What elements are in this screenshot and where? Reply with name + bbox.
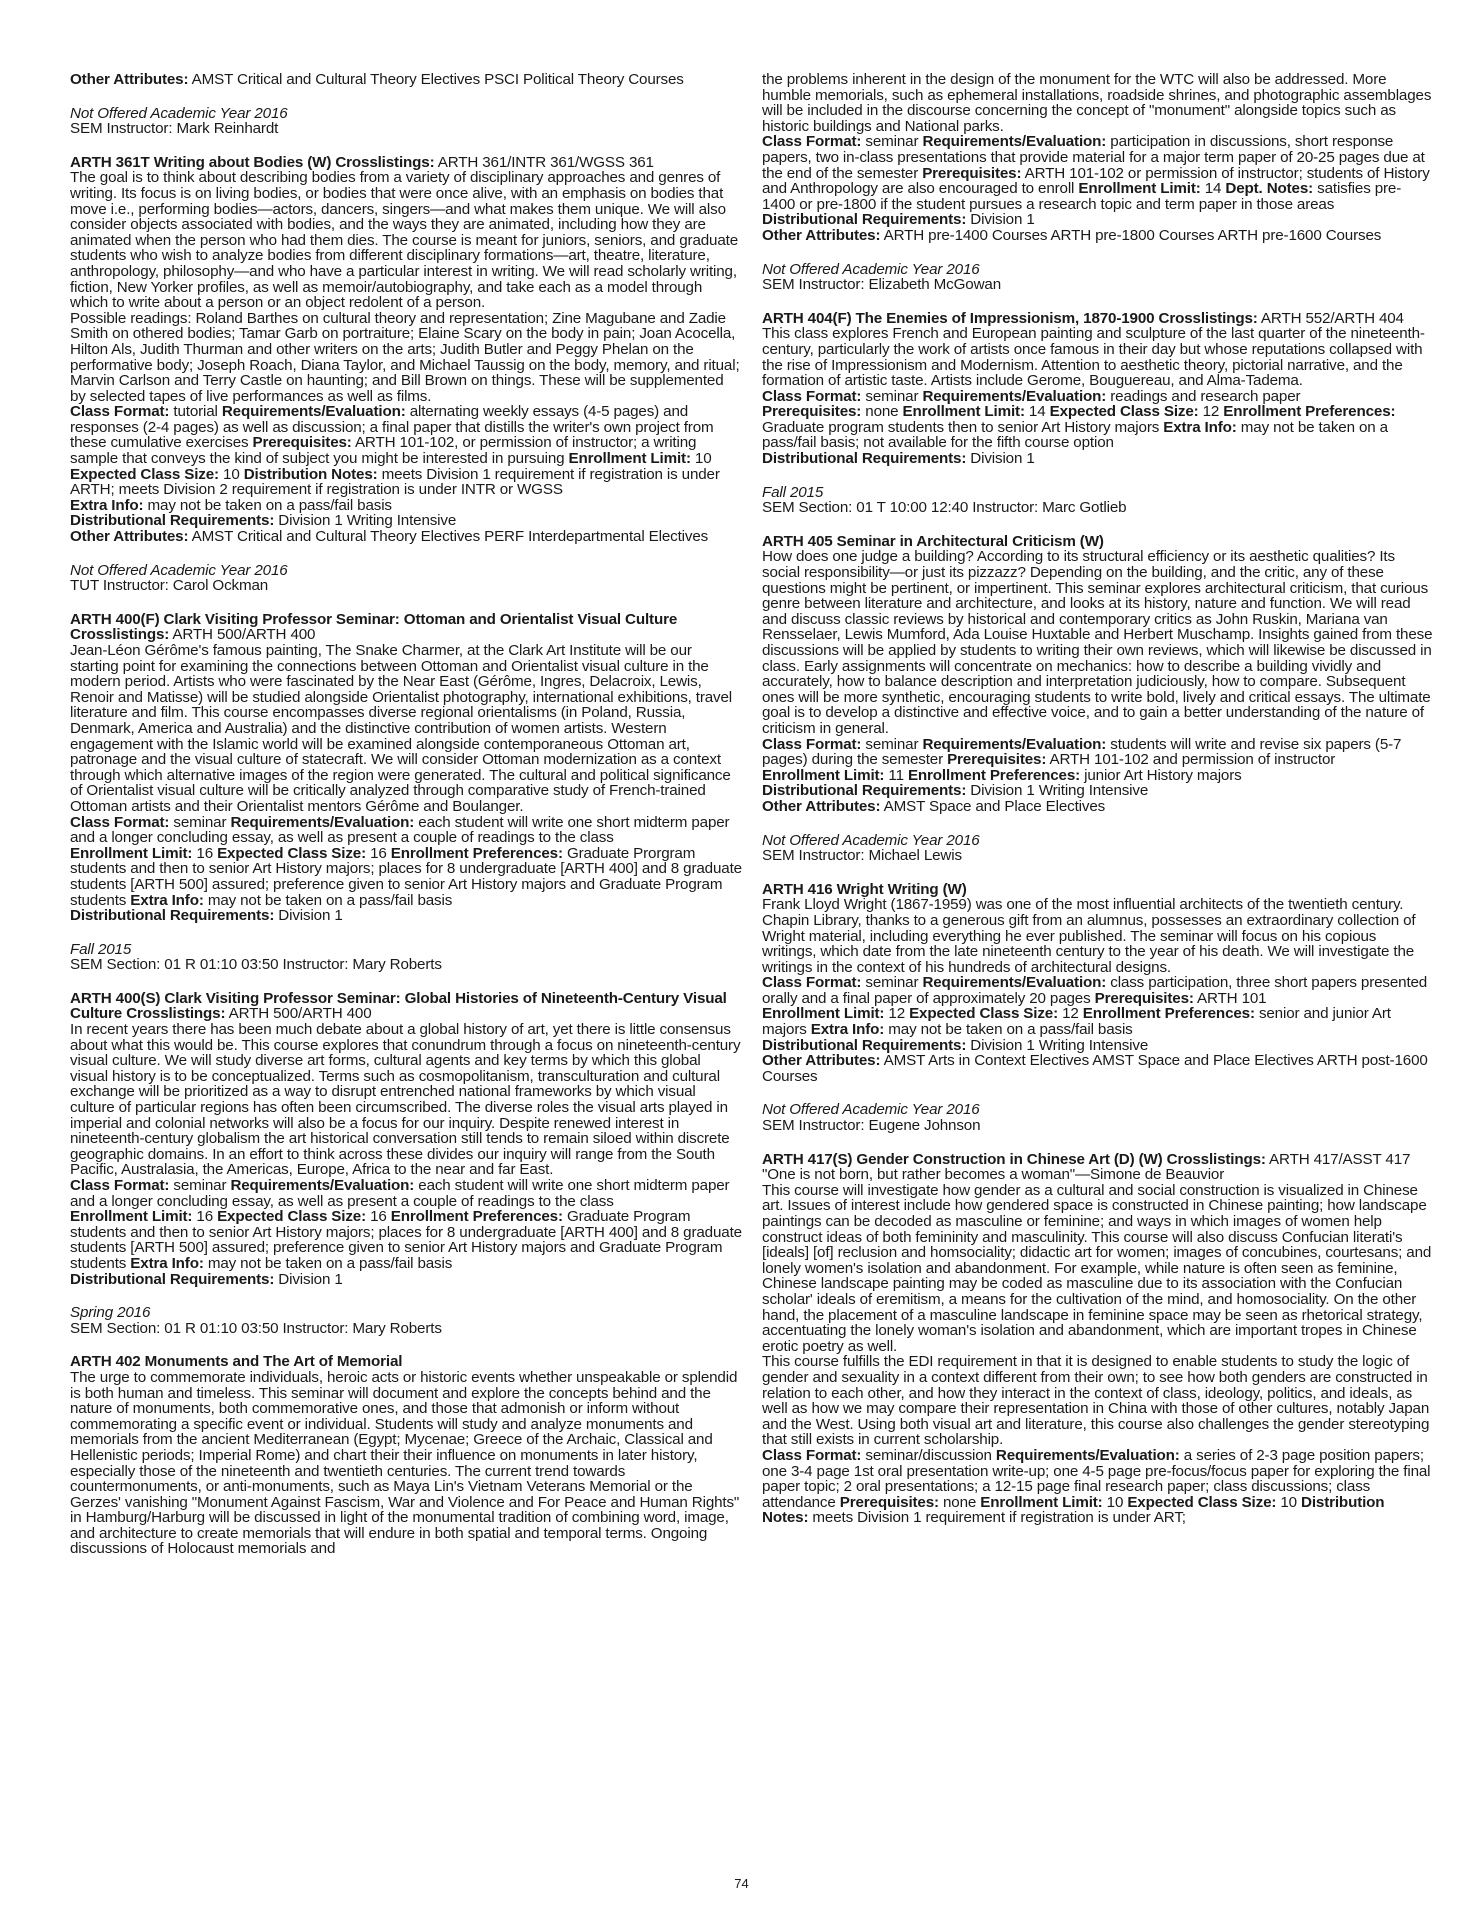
course-description: Possible readings: Roland Barthes on cultural theory and representation; Zine Magubane and Zadie Smith on othered bodies; Tamar Garb on portraiture; Elaine Scary on the body in pain; Joan Acocella, Hilton Als, Judith Thurman and other writers on the arts; Judith Butler and Peggy Phelan on the performative body; Joseph Roach, Diana Taylor, and Michael Taussig on the body, memory, and ritual; Marvin Carlson and Terry Castle on haunting; and Bill Brown on things. These will be supplemented by selected tapes of live performances as well as films. <box>70 309 740 405</box>
field-value: meets Division 1 requirement if registration is under ART; <box>808 1509 1186 1527</box>
field-label: Requirements/Evaluation: <box>922 735 1107 753</box>
field-label: Requirements/Evaluation: <box>922 387 1107 405</box>
enrollment-details <box>762 404 1434 451</box>
field-label: Enrollment Limit: <box>762 766 885 784</box>
field-value: tutorial <box>169 403 222 421</box>
field-value: class participation, three short papers presented orally and a final paper of approximately 20 pages <box>762 974 1428 1007</box>
term: Fall 2015 <box>762 483 824 501</box>
field-label: Enrollment Limit: <box>980 1493 1103 1511</box>
field-value: seminar <box>861 133 923 151</box>
field-value: satisfies pre-1400 or pre-1800 if the student pursues a research topic and term paper in those areas <box>762 180 1402 213</box>
field-value: seminar <box>861 974 923 992</box>
field-value: may not be taken on a pass/fail basis; not available for the fifth course option <box>762 418 1388 452</box>
field-label: Enrollment Preferences: <box>390 844 563 862</box>
field-label: Requirements/Evaluation: <box>221 403 406 421</box>
course-description: This class explores French and European painting and sculpture of the last quarter of the nineteenth-century, particularly the work of artists once famous in their day but whose reputations collapsed with the rise of Impressionism and Modernism. Attention to aesthetic theory, pictorial narrative, and the formation of artistic taste. Artists include Gerome, Bouguereau, and Alma-Tadema. <box>762 325 1425 390</box>
field-value: seminar/discussion <box>861 1446 996 1464</box>
field-value: Graduate Prorgram students and then to senior Art History majors; places for 8 undergraduate [ARTH 400] and 8 graduate students [ARTH 500] assured; preference given to senior Art History majors and Graduate Program students <box>70 844 742 909</box>
course-description: In recent years there has been much debate about a global history of art, yet there is little consensus about what this would be. This course explores that conundrum through a focus on nineteenth-century visual culture. We will study diverse art forms, cultural agents and key terms by which this global visual history is to be conceptualized. Terms such as cosmopolitanism, transculturation and cultural exchange will be prioritized as a way to disrupt entrenched national frameworks by which visual culture of particular regions has often been circumscribed. The diverse roles the visual arts played in imperial and colonial networks will also be a focus for our inquiry. Despite renewed interest in nineteenth-century globalism the art historical conversation still tends to remain siloed within discrete geographic domains. In an effort to think across these divides our inquiry will range from the South Pacific, Australasia, the Americas, Europe, Africa to the near and far East. <box>70 1021 741 1179</box>
field-label: Distributional Requirements: <box>70 1270 275 1288</box>
field-value: seminar <box>861 735 923 753</box>
field-label: Class Format: <box>70 1177 170 1194</box>
field-label: Distributional Requirements: <box>762 450 967 468</box>
field-value: alternating weekly essays (4-5 pages) and responses (2-4 pages) as well as discussion; a final paper that distills the writer's own project from these cumulative exercises <box>70 403 714 452</box>
field-label: Enrollment Preferences: <box>390 1208 563 1226</box>
course-entry <box>762 311 1434 516</box>
course-description: This course fulfills the EDI requirement in that it is designed to enable students to study the logic of gender and sexuality in a context different from their own; to see how both genders are constructed in relation to each other, and how they interact in the context of class, ideology, politics, and ideals, as well as how we may compare their representation in China with those of other cultures, notably Japan and the West. Using both visual art and literature, this course also challenges the gender stereotyping that still exists in current scholarship. <box>762 1353 1430 1449</box>
field-value: seminar <box>861 387 923 405</box>
section-line: SEM Section: 01 T 10:00 12:40 Instructor: Marc Gotlieb <box>762 499 1127 517</box>
field-label: Expected Class Size: <box>1127 1493 1277 1511</box>
section-line: SEM Section: 01 R 01:10 03:50 Instructor: Mary Roberts <box>70 1319 442 1337</box>
field-label: Enrollment Limit: <box>762 1005 885 1023</box>
distributional-requirements <box>70 908 742 924</box>
course-entry-tail <box>70 72 742 137</box>
field-value: none <box>938 1493 981 1511</box>
section-line: SEM Instructor: Mark Reinhardt <box>70 120 279 138</box>
distributional-requirements <box>762 212 1434 228</box>
field-label: Class Format: <box>762 1446 862 1464</box>
field-value: Division 1 Writing Intensive <box>966 1036 1149 1054</box>
field-label: Crosslistings: <box>70 626 170 644</box>
course-entry <box>762 882 1434 1134</box>
field-value: may not be taken on a pass/fail basis <box>143 496 392 514</box>
field-value: Division 1 <box>966 450 1035 468</box>
field-value: ARTH pre-1400 Courses ARTH pre-1800 Courses ARTH pre-1600 Courses <box>880 226 1382 244</box>
field-label: Enrollment Limit: <box>70 844 193 862</box>
field-label: Class Format: <box>762 133 862 151</box>
field-value: may not be taken on a pass/fail basis <box>884 1021 1133 1039</box>
field-value: may not be taken on a pass/fail basis <box>203 891 453 909</box>
field-value: students will write and revise six papers (5-7 pages) during the semester <box>762 735 1402 769</box>
course-details <box>762 975 1434 1006</box>
field-label: Crosslistings: <box>1158 309 1258 327</box>
term: Not Offered Academic Year 2016 <box>762 260 980 278</box>
field-label: Other Attributes: <box>762 1052 881 1070</box>
course-details <box>70 815 742 846</box>
field-value: AMST Critical and Cultural Theory Electives PERF Interdepartmental Electives <box>188 528 709 546</box>
course-title: ARTH 400(F) Clark Visiting Professor Seminar: Ottoman and Orientalist Visual Culture <box>70 610 678 628</box>
field-value: seminar <box>169 813 231 831</box>
field-value: Division 1 <box>274 907 343 925</box>
course-description: Frank Lloyd Wright (1867-1959) was one of the most influential architects of the twentieth century. Chapin Library, thanks to a generous gift from an alumnus, possesses an extraordinary collection of Wright material, including everything he ever published. The seminar will focus on his copious writings, which date from the late nineteenth century to the year of his death. We will investigate the writings in the context of his hundreds of architectural designs. <box>762 896 1416 976</box>
field-value: 12 <box>1198 403 1224 421</box>
enrollment-details <box>762 1006 1434 1037</box>
crosslistings: ARTH 552/ARTH 404 <box>1257 309 1404 327</box>
field-label: Extra Info: <box>1163 418 1237 436</box>
field-label: Requirements/Evaluation: <box>922 974 1107 992</box>
field-label: Class Format: <box>70 403 170 421</box>
left-column <box>70 72 742 1557</box>
field-label: Enrollment Limit: <box>902 403 1025 421</box>
field-value: 16 <box>366 1208 391 1226</box>
field-label: Distribution Notes: <box>243 465 378 483</box>
course-description: This course will investigate how gender as a cultural and social construction is visualized in Chinese art. Issues of interest include how gendered space is constructed in Chinese painting; how landscape paintings can be decoded as masculine or feminine; and ways in which images of women help construct ideas of both femininity and masculinity. This course will also discuss Confucian literati's [ideals] [of] reclusion and homsociality; didactic art for women; images of concubines, courtesans; and lonely women's isolation and abandonment. For example, while nature is often seen as feminine, Chinese landscape painting may be coded as masculine due to its association with the Confucian scholar' ideals of eremitism, a means for the cultivation of the mind, and homosociality. On the other hand, the placement of a masculine landscape in feminine space may be seen as rhetorical strategy, accentuating the lonely woman's isolation and abandonment, which are important tropes in Chinese erotic poetry as well. <box>762 1181 1432 1355</box>
field-label: Expected Class Size: <box>70 465 219 483</box>
field-value: 10 <box>1276 1493 1302 1511</box>
course-details <box>762 737 1434 768</box>
course-title: ARTH 405 Seminar in Architectural Criticism (W) <box>762 532 1104 550</box>
enrollment-details <box>70 1209 742 1271</box>
field-label: Distributional Requirements: <box>762 211 967 229</box>
field-value: 14 <box>1024 403 1050 421</box>
field-value: ARTH 101-102 or permission of instructor; students of History and Anthropology are also encouraged to enroll <box>762 164 1430 198</box>
crosslistings: ARTH 361/INTR 361/WGSS 361 <box>434 153 654 171</box>
course-description: The urge to commemorate individuals, heroic acts or historic events whether unspeakable or splendid is both human and timeless. This seminar will document and explore the concepts behind and the nature of monuments, both commemorative ones, and those that admonish or inform without commemorating a specific event or individual. Students will study and analyze monuments and memorials from the ancient Mediterranean (Egypt; Mycenae; Greece of the Archaic, Classical and Hellenistic periods; Imperial Rome) and chart their their influence on monuments in later history, especially those of the nineteenth and twentieth centuries. The current trend towards countermonuments, or anti-monuments, such as Maya Lin's Vietnam Veterans Memorial or the Gerzes' vanishing "Monument Against Fascism, War and Violence and For Peace and Human Rights" in Hamburg/Harburg will be discussed in light of the monumental tradition of combining word, image, and architecture to create memorials that will endure in both spatial and temporal terms. Ongoing discussions of Holocaust memorials and <box>70 1368 740 1558</box>
field-value: readings and research paper <box>1106 387 1301 405</box>
course-description: Jean-Léon Gérôme's famous painting, The Snake Charmer, at the Clark Art Institute will be our starting point for examining the connections between Ottoman and Orientalist visual culture in the modern period. Artists who were fascinated by the Near East (Gérôme, Ingres, Delacroix, Lewis, Renoir and Matisse) will be studied alongside Orientalist photography, international exhibitions, travel literature and film. This course encompasses diverse regional orientalisms (in Poland, Russia, Denmark, America and Australia) and the distinctive contribution of women artists. Western engagement with the Islamic world will be examined alongside contemporaneous Ottoman art, patronage and the visual culture of statecraft. We will consider Ottoman modernization as a context through which alternative images of the region were generated. The cultural and political significance of Orientalist visual culture will be critically analyzed through comparative study of French-trained Ottoman artists and their Orientalist mentors Gérôme and Boulanger. <box>70 642 733 815</box>
field-label: Expected Class Size: <box>909 1005 1059 1023</box>
crosslistings: ARTH 417/ASST 417 <box>1265 1150 1411 1168</box>
distributional-requirements <box>762 783 1434 799</box>
field-value: none <box>861 403 903 421</box>
term: Spring 2016 <box>70 1304 151 1322</box>
field-value: 10 <box>218 465 244 483</box>
field-value: ARTH 101-102, or permission of instructor; a writing sample that conveys the kind of subject you might be interested in pursuing <box>70 434 697 468</box>
field-label: Class Format: <box>762 387 862 405</box>
field-value: junior Art History majors <box>1080 766 1242 784</box>
field-label: Dept. Notes: <box>1225 180 1314 198</box>
page-number: 74 <box>734 1876 749 1891</box>
section-line: SEM Instructor: Eugene Johnson <box>762 1117 981 1135</box>
field-value: 16 <box>192 844 218 862</box>
section-line: TUT Instructor: Carol Ockman <box>70 577 269 595</box>
course-title: ARTH 400(S) Clark Visiting Professor Seminar: Global Histories of Nineteenth-Century Visual Culture <box>70 989 727 1023</box>
other-attributes <box>70 529 742 545</box>
field-value: AMST Space and Place Electives <box>880 797 1106 815</box>
field-label: Prerequisites: <box>947 751 1047 769</box>
field-label: Prerequisites: <box>762 403 862 421</box>
field-value: AMST Arts in Context Electives AMST Space and Place Electives ARTH post-1600 Courses <box>762 1052 1428 1085</box>
field-value: participation in discussions, short response papers, two in-class presentations that provide material for a major term paper of 20-25 pages due at the end of the semester <box>762 133 1425 182</box>
course-entry <box>70 612 742 973</box>
field-value: Division 1 <box>966 211 1035 229</box>
field-label: Expected Class Size: <box>1049 403 1199 421</box>
field-label: Prerequisites: <box>1094 989 1194 1007</box>
field-label: Crosslistings: <box>335 153 435 171</box>
field-label: Other Attributes: <box>762 226 881 244</box>
field-value: each student will write one short midterm paper and a longer concluding essay, as well as present a couple of readings to the class <box>70 813 730 847</box>
course-entry-continued <box>762 72 1434 293</box>
course-description: The goal is to think about describing bodies from a variety of disciplinary approaches and genres of writing. Its focus is on living bodies, or bodies that were once alive, with an emphasis on bodies that move i.e., performing bodies—actors, dancers, singers—and what makes them unique. We will also consider objects associated with bodies, and the ways they are animated, including how they are animated when the person who had them dies. The course is meant for juniors, seniors, and graduate students who wish to analyze bodies from different disciplinary formations—art, theatre, literature, anthropology, philosophy—and who have a particular interest in writing. We will read scholarly writing, fiction, New Yorker profiles, as well as memoir/autobiography, and take each as a model through which to write about a person or an object redolent of a person. <box>70 169 739 312</box>
field-value: meets Division 1 requirement if registration is under ARTH; meets Division 2 requirement if registration is under INTR or WGSS <box>70 465 720 499</box>
field-label: Requirements/Evaluation: <box>230 1177 415 1194</box>
field-label: Enrollment Limit: <box>70 1208 193 1226</box>
field-label: Other Attributes: <box>70 71 189 88</box>
field-value: 14 <box>1200 180 1226 198</box>
field-label: Prerequisites: <box>252 434 352 452</box>
field-label: Crosslistings: <box>1166 1150 1266 1168</box>
field-value: Division 1 <box>274 1270 343 1288</box>
field-label: Distributional Requirements: <box>70 907 275 925</box>
field-value: 16 <box>192 1208 218 1226</box>
field-value: 12 <box>884 1005 910 1023</box>
distributional-requirements <box>70 513 742 529</box>
term: Fall 2015 <box>70 940 132 958</box>
field-value: 10 <box>1102 1493 1128 1511</box>
field-label: Class Format: <box>762 974 862 992</box>
course-title: ARTH 417(S) Gender Construction in Chinese Art (D) (W) <box>762 1150 1167 1168</box>
crosslistings: ARTH 500/ARTH 400 <box>169 626 316 644</box>
section-line: SEM Section: 01 R 01:10 03:50 Instructor: Mary Roberts <box>70 956 442 974</box>
course-title: ARTH 404(F) The Enemies of Impressionism, 1870-1900 <box>762 309 1159 327</box>
field-label: Enrollment Limit: <box>1078 180 1201 198</box>
section-line: SEM Instructor: Michael Lewis <box>762 847 962 865</box>
course-title: ARTH 361T Writing about Bodies (W) <box>70 153 336 171</box>
distributional-requirements <box>70 1272 742 1288</box>
course-description: the problems inherent in the design of the monument for the WTC will also be addressed. More humble memorials, such as ephemeral installations, roadside shrines, and photographic assemblages will be included in the discourse concerning the concept of "monument" alongside topics such as historic buildings and National parks. <box>762 71 1432 135</box>
field-label: Requirements/Evaluation: <box>230 813 415 831</box>
field-label: Distributional Requirements: <box>762 782 967 800</box>
field-label: Distributional Requirements: <box>762 1036 967 1054</box>
field-label: Extra Info: <box>70 496 144 514</box>
field-label: Prerequisites: <box>922 164 1022 182</box>
field-value: 11 <box>884 766 908 784</box>
field-value: Division 1 Writing Intensive <box>274 512 457 530</box>
field-label: Crosslistings: <box>126 1005 226 1023</box>
field-value: Graduate program students then to senior Art History majors <box>762 418 1164 436</box>
other-attributes <box>70 72 742 88</box>
right-column <box>762 72 1434 1526</box>
field-label: Enrollment Preferences: <box>1223 403 1396 421</box>
field-value: may not be taken on a pass/fail basis <box>203 1254 453 1272</box>
enrollment-details <box>70 846 742 908</box>
course-title: ARTH 402 Monuments and The Art of Memorial <box>70 1353 403 1371</box>
course-details <box>70 404 742 498</box>
field-label: Expected Class Size: <box>217 1208 367 1226</box>
course-entry <box>70 1354 742 1557</box>
course-entry <box>762 534 1434 864</box>
course-entry <box>70 155 742 594</box>
other-attributes <box>762 1053 1434 1084</box>
distributional-requirements <box>762 1038 1434 1054</box>
field-label: Other Attributes: <box>70 528 189 546</box>
field-label: Class Format: <box>762 735 862 753</box>
course-details <box>762 1448 1434 1526</box>
field-value: senior and junior Art majors <box>762 1005 1391 1039</box>
field-label: Expected Class Size: <box>217 844 367 862</box>
term: Not Offered Academic Year 2016 <box>70 104 288 122</box>
distributional-requirements <box>762 451 1434 467</box>
crosslistings: ARTH 500/ARTH 400 <box>225 1005 372 1023</box>
course-details <box>762 134 1434 212</box>
field-value: a series of 2-3 page position papers; one 3-4 page 1st oral presentation write-up; one 4-5 page pre-focus/focus paper for exploring the final paper topic; 2 oral presentations; a 12-15 page final research paper; class discussions; class attendance <box>762 1446 1431 1511</box>
field-value: AMST Critical and Cultural Theory Electives PSCI Political Theory Courses <box>188 71 684 88</box>
other-attributes <box>762 228 1434 244</box>
field-label: Enrollment Preferences: <box>907 766 1081 784</box>
field-value: seminar <box>169 1177 231 1194</box>
field-label: Extra Info: <box>810 1021 885 1039</box>
enrollment-details <box>762 768 1434 784</box>
term: Not Offered Academic Year 2016 <box>762 831 980 849</box>
field-value: Graduate Program students and then to senior Art History majors; places for 8 undergraduate [ARTH 400] and 8 graduate students [ARTH 500] assured; preference given to senior Art History majors and Graduate Program students <box>70 1208 742 1272</box>
section-line: SEM Instructor: Elizabeth McGowan <box>762 276 1001 294</box>
course-details <box>762 389 1434 405</box>
field-value: 10 <box>690 450 712 468</box>
course-details <box>70 1178 742 1209</box>
extra-info <box>70 498 742 514</box>
course-entry <box>70 991 742 1336</box>
field-label: Enrollment Preferences: <box>1082 1005 1255 1023</box>
course-entry <box>762 1152 1434 1526</box>
field-label: Requirements/Evaluation: <box>995 1446 1180 1464</box>
field-value: ARTH 101 <box>1193 989 1267 1007</box>
field-label: Class Format: <box>70 813 170 831</box>
field-label: Other Attributes: <box>762 797 881 815</box>
field-value: Division 1 Writing Intensive <box>966 782 1149 800</box>
course-description: How does one judge a building? According to its structural efficiency or its aesthetic qualities? Its social responsibility—or just its pizzazz? Depending on the building, and the critic, any of these questions might be pertinent, or impertinent. This seminar explores architectural criticism, that curious genre between literature and architecture, and looks at its history, nature and function. We will read and discuss classic reviews by historical and contemporary critics as John Ruskin, Mariana van Rensselaer, Lewis Mumford, Ada Louise Huxtable and Herbert Muschamp. Insights gained from these discussions will be applied by students to writing their own reviews, which will likewise be discussed in class. Early assignments will concentrate on mechanics: how to describe a building vividly and accurately, how to balance description and interpretation judiciously, how to compare. Subsequent ones will be more synthetic, encouraging students to write bold, lively and critical essays. The ultimate goal is to develop a distinctive and effective voice, and to gain a better understanding of the nature of criticism in general. <box>762 548 1433 737</box>
other-attributes <box>762 799 1434 815</box>
field-label: Enrollment Limit: <box>568 450 691 468</box>
field-value: 16 <box>366 844 391 862</box>
field-label: Prerequisites: <box>839 1493 939 1511</box>
field-label: Requirements/Evaluation: <box>922 133 1107 151</box>
field-label: Distribution Notes: <box>762 1493 1385 1527</box>
term: Not Offered Academic Year 2016 <box>70 561 288 579</box>
field-value: ARTH 101-102 and permission of instructor <box>1046 751 1336 769</box>
field-label: Extra Info: <box>130 1254 204 1272</box>
term: Not Offered Academic Year 2016 <box>762 1101 980 1119</box>
course-title: ARTH 416 Wright Writing (W) <box>762 880 967 898</box>
course-quote: "One is not born, but rather becomes a woman"—Simone de Beauvior <box>762 1166 1225 1184</box>
field-label: Extra Info: <box>130 891 204 909</box>
field-value: each student will write one short midterm paper and a longer concluding essay, as well as present a couple of readings to the class <box>70 1177 730 1210</box>
field-label: Distributional Requirements: <box>70 512 275 530</box>
field-value: 12 <box>1058 1005 1083 1023</box>
